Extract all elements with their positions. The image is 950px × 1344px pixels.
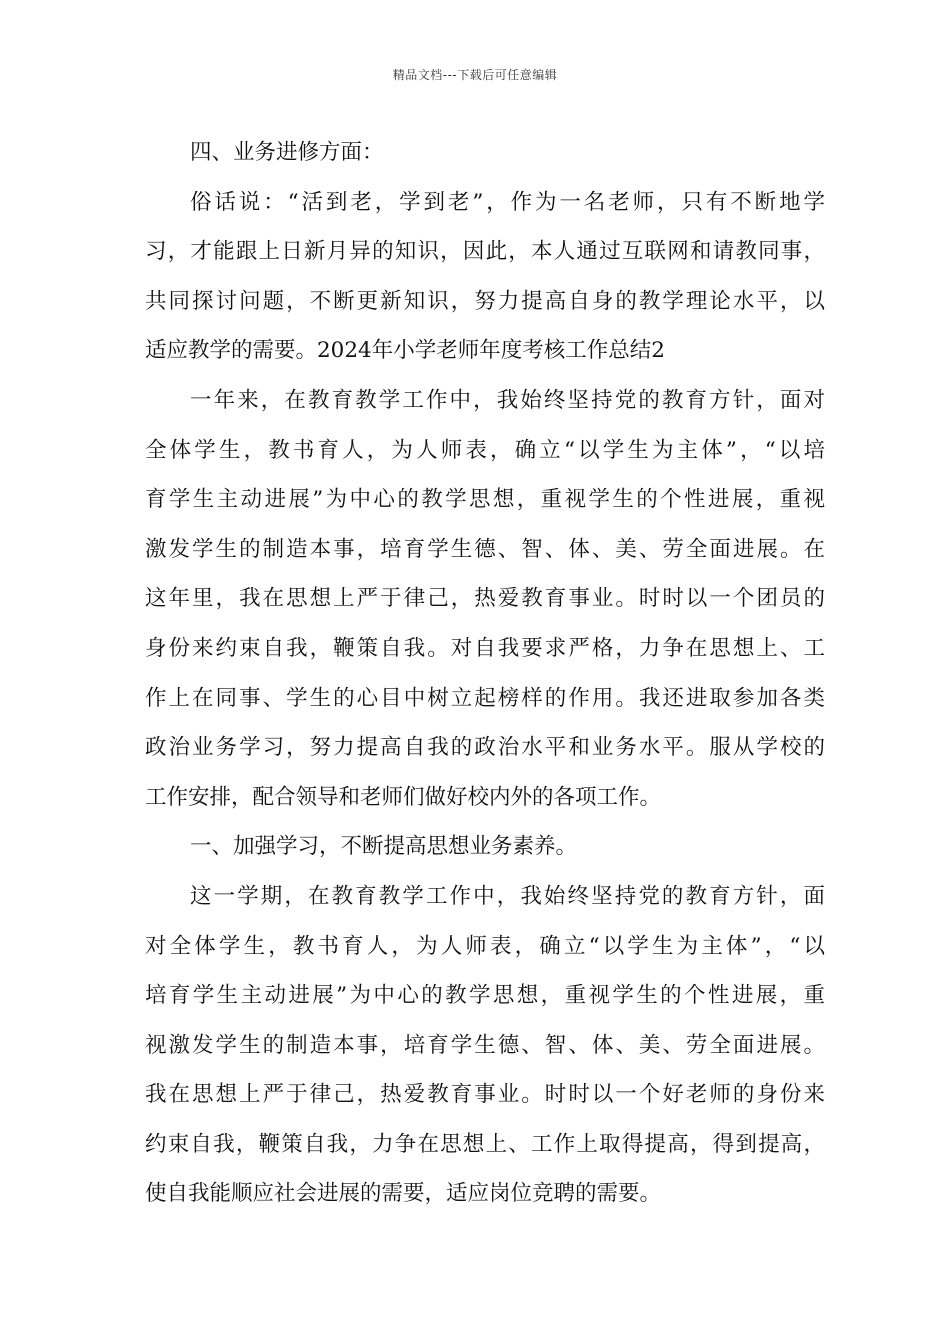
paragraph-line: 适应教学的需要。2024年小学老师年度考核工作总结2 (145, 338, 665, 364)
page-header: 精品文档---下载后可任意编辑 (392, 68, 558, 82)
paragraph-line: 作上在同事、学生的心目中树立起榜样的作用。我还进取参加各类 (145, 685, 825, 711)
paragraph-line: 政治业务学习，努力提高自我的政治水平和业务水平。服从学校的 (145, 735, 825, 761)
paragraph-line: 俗话说：“活到老，学到老”，作为一名老师，只有不断地学 (190, 189, 825, 215)
section-heading: 四、业务进修方面： (190, 140, 384, 165)
paragraph-line: 全体学生，教书育人，为人师表，确立“以学生为主体”，“以培 (145, 437, 825, 463)
paragraph-line: 工作安排，配合领导和老师们做好校内外的各项工作。 (145, 784, 662, 810)
paragraph-line: 共同探讨问题，不断更新知识，努力提高自身的教学理论水平，以 (145, 288, 825, 314)
paragraph-line: 这年里，我在思想上严于律己，热爱教育事业。时时以一个团员的 (145, 586, 825, 612)
paragraph-line: 一年来，在教育教学工作中，我始终坚持党的教育方针，面对 (190, 387, 825, 413)
paragraph-line: 习，才能跟上日新月异的知识，因此，本人通过互联网和请教同事， (145, 239, 825, 265)
paragraph-line: 激发学生的制造本事，培育学生德、智、体、美、劳全面进展。在 (145, 536, 825, 562)
paragraph-line: 这一学期，在教育教学工作中，我始终坚持党的教育方针，面 (190, 883, 825, 909)
paragraph-line: 视激发学生的制造本事，培育学生德、智、体、美、劳全面进展。 (145, 1032, 825, 1058)
paragraph-line: 我在思想上严于律己，热爱教育事业。时时以一个好老师的身份来 (145, 1082, 825, 1108)
paragraph-line: 对全体学生，教书育人，为人师表，确立“以学生为主体”，“以 (145, 933, 825, 959)
paragraph-line: 身份来约束自我，鞭策自我。对自我要求严格，力争在思想上、工 (145, 635, 825, 661)
paragraph-line: 培育学生主动进展”为中心的教学思想，重视学生的个性进展，重 (145, 983, 825, 1009)
paragraph-line: 使自我能顺应社会进展的需要，适应岗位竞聘的需要。 (145, 1181, 662, 1207)
section-heading: 一、加强学习，不断提高思想业务素养。 (190, 834, 578, 860)
document-body (145, 128, 825, 1219)
paragraph-line: 育学生主动进展”为中心的教学思想，重视学生的个性进展，重视 (145, 487, 825, 513)
paragraph-line: 约束自我，鞭策自我，力争在思想上、工作上取得提高，得到提高， (145, 1131, 825, 1157)
